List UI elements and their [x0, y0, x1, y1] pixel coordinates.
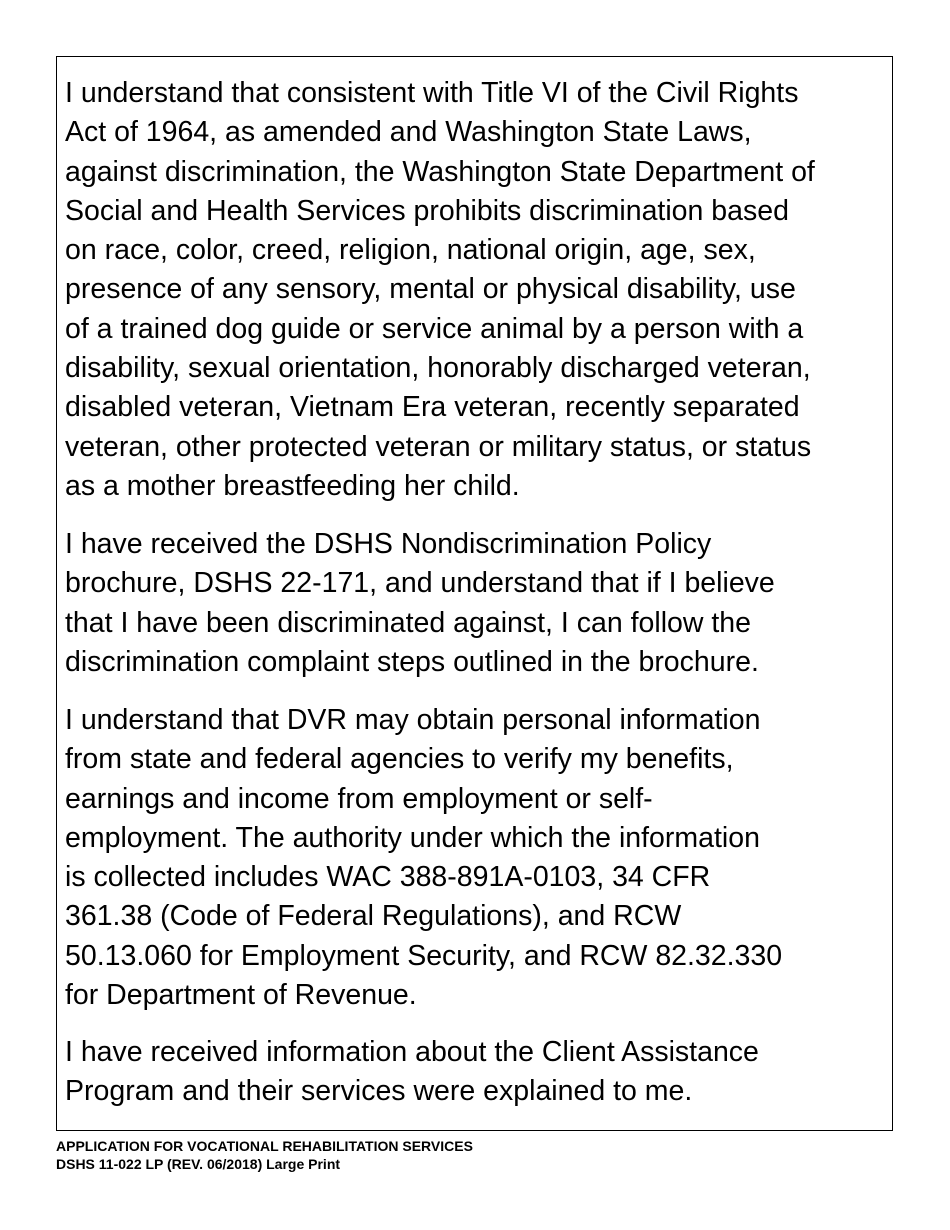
form-footer [56, 1137, 473, 1173]
client-assistance-paragraph: I have received information about the Client Assistance Program and their services were explained to me. [65, 1036, 759, 1108]
civil-rights-paragraph: I understand that consistent with Title VI of the Civil Rights Act of 1964, as amended and Washington State Laws, against discrimination, the Washington State Department of Social and Health Services prohibits discrimination based on race, color, creed, religion, national origin, age, sex, presence of any sensory, mental or physical disability, use of a trained dog guide or service animal by a person with a disability, sexual orientation, honorably discharged veteran, disabled veteran, Vietnam Era veteran, recently separated veteran, other protected veteran or military status, or status as a mother breastfeeding her child. [65, 77, 815, 502]
nondiscrimination-policy-paragraph: I have received the DSHS Nondiscrimination Policy brochure, DSHS 22-171, and understand that if I believe that I have been discriminated against, I can follow the discrimination complaint steps outlined in the brochure. [65, 528, 775, 678]
form-title: APPLICATION FOR VOCATIONAL REHABILITATION SERVICES [56, 1138, 473, 1154]
form-id: DSHS 11-022 LP (REV. 06/2018) Large Print [56, 1156, 341, 1172]
document-content-box [56, 56, 893, 1131]
personal-information-paragraph: I understand that DVR may obtain personal information from state and federal agencies to verify my benefits, earnings and income from employment or self- employment. The authority under which the information is collected includes WAC 388-891A-0103, 34 CFR 361.38 (Code of Federal Regulations), and RCW 50.13.060 for Employment Security, and RCW 82.32.330 for Department of Revenue. [65, 704, 783, 1012]
